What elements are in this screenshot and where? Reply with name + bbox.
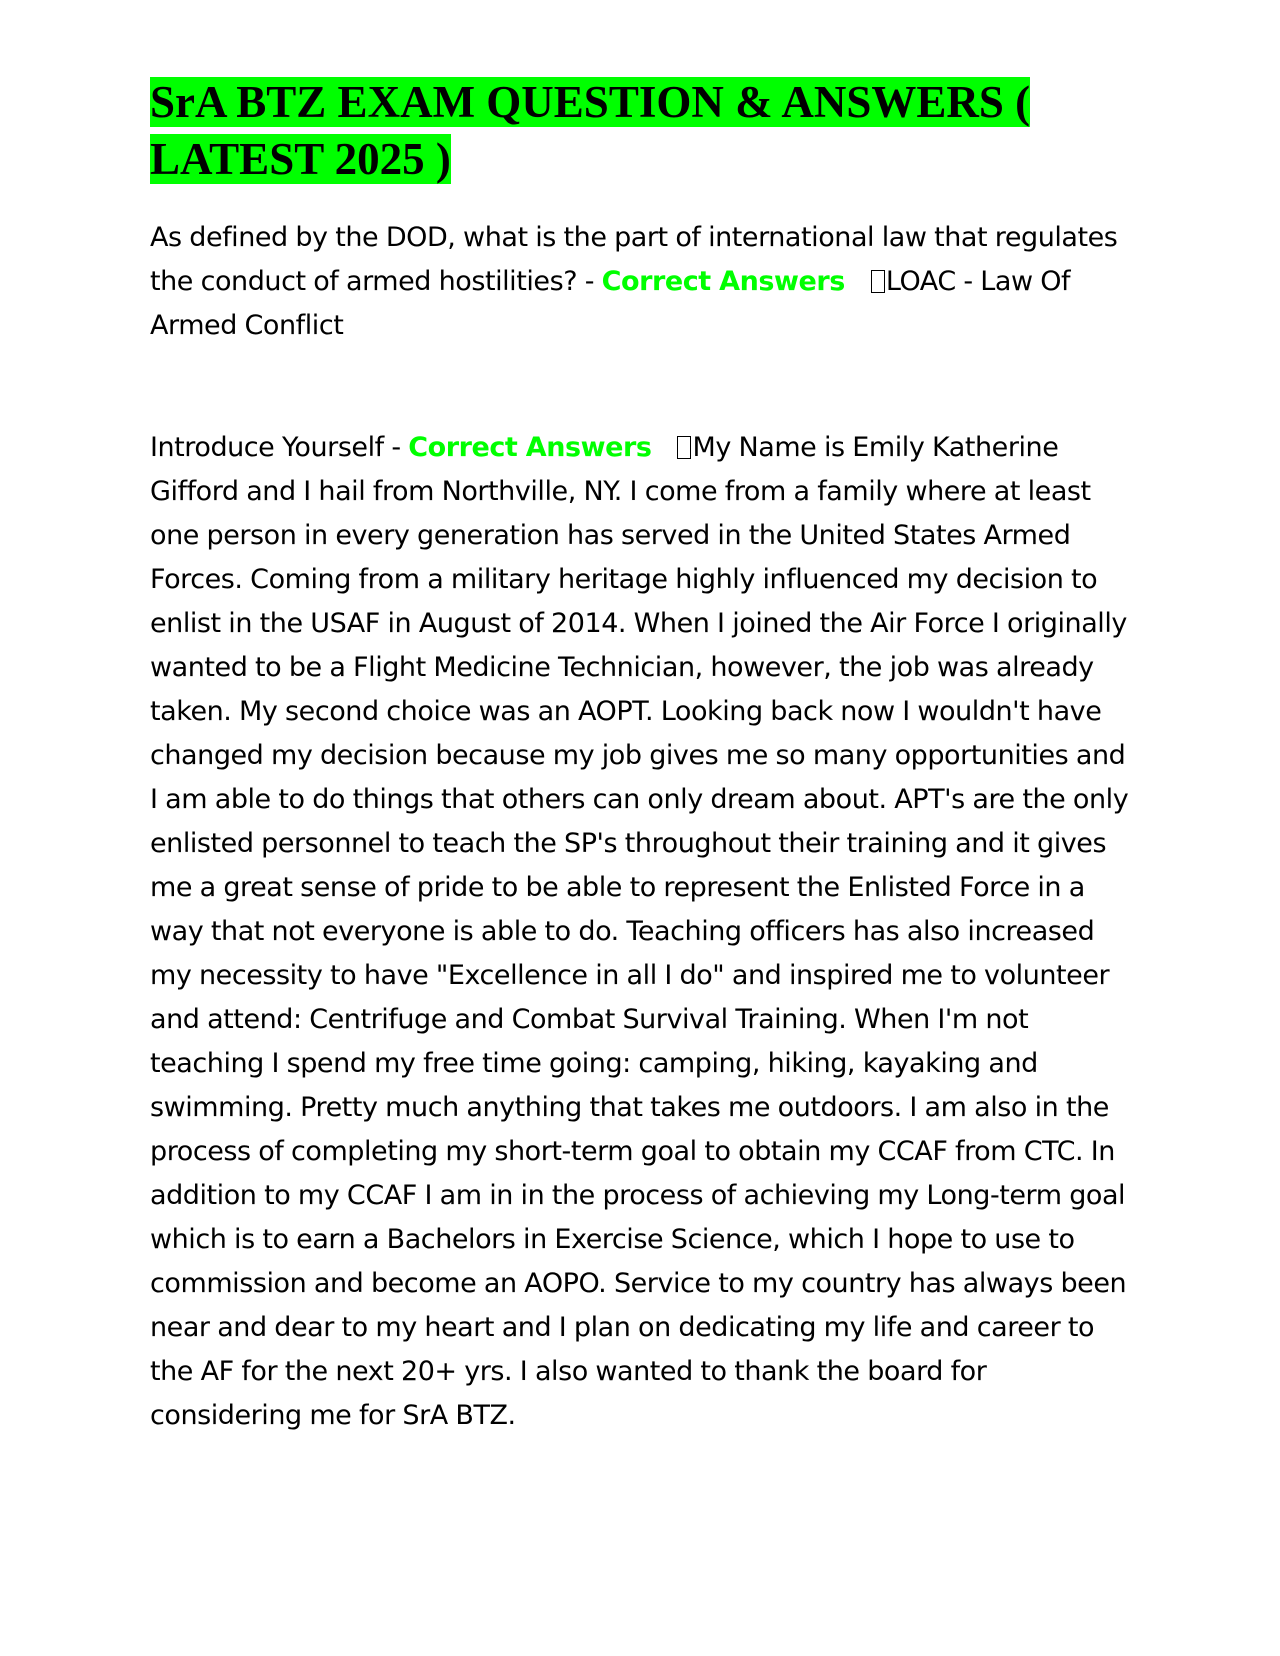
correct-answers-label: Correct Answers xyxy=(601,266,845,297)
document-page xyxy=(150,74,1135,1438)
question-text: As defined by the DOD, what is the part of international law that regulates the conduct of armed hostilities? - xyxy=(150,222,1118,297)
qa-item-introduce-yourself xyxy=(150,426,1135,1438)
correct-answers-label: Correct Answers xyxy=(408,432,652,463)
question-text: Introduce Yourself - xyxy=(150,432,409,463)
answer-text: My Name is Emily Katherine Gifford and I hail from Northville, NY. I come from a family where at least one person in every generation has served in the United States Armed Forces. Coming from a military heritage highly influenced my decision to enlist in the USAF in August of 2014. When I joined the Air Force I originally wanted to be a Flight Medicine Technician, however, the job was already taken. My second choice was an AOPT. Looking back now I wouldn't have changed my decision because my job gives me so many opportunities and I am able to do things that others can only dream about. APT's are the only enlisted personnel to teach the SP's throughout their training and it gives me a great sense of pride to be able to represent the Enlisted Force in a way that not everyone is able to do. Teaching officers has also increased my necessity to have "Excellence in all I do" and inspired me to volunteer and attend: Centrifuge and Combat Survival Training. When I'm not teaching I spend my free time going: camping, hiking, kayaking and swimming. Pretty much anything that takes me outdoors. I am also in the process of completing my short-term goal to obtain my CCAF from CTC. In addition to my CCAF I am in in the process of achieving my Long-term goal which is to earn a Bachelors in Exercise Science, which I hope to use to commission and become an AOPO. Service to my country has always been near and dear to my heart and I plan on dedicating my life and career to the AF for the next 20+ yrs. I also wanted to thank the board for considering me for SrA BTZ. xyxy=(150,432,1129,1431)
document-title xyxy=(150,74,1135,188)
missing-glyph-box-icon xyxy=(677,436,691,459)
missing-glyph-box-icon xyxy=(871,270,885,293)
answer-text: LOAC - Law Of Armed Conflict xyxy=(150,266,1071,341)
qa-item-loac xyxy=(150,216,1135,348)
title-highlight: SrA BTZ EXAM QUESTION & ANSWERS ( LATEST 2025 ) xyxy=(150,77,1031,184)
